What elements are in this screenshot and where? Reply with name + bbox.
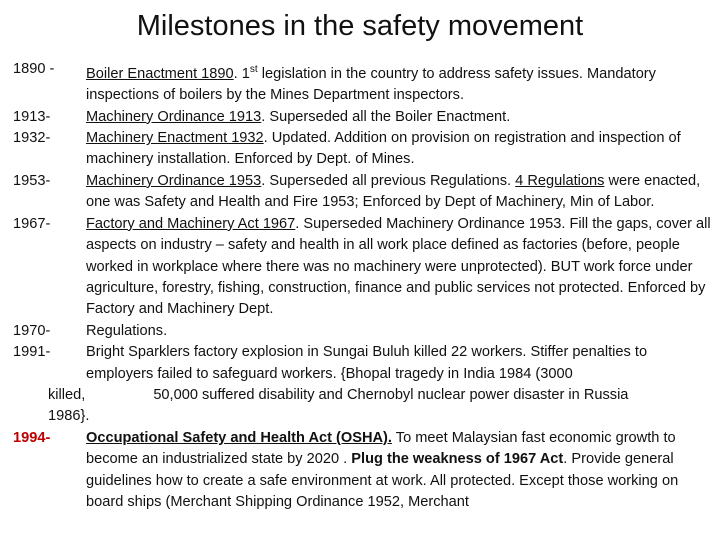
milestone-text (86, 107, 713, 128)
milestone-link[interactable]: Machinery Enactment 1932 (86, 130, 264, 147)
milestone-entry (13, 428, 713, 514)
milestone-link[interactable]: Factory and Machinery Act 1967 (86, 215, 296, 232)
milestone-text (86, 59, 713, 107)
milestone-desc: To meet Malaysian fast economic growth to become an industrialized state by 2020 . (86, 429, 676, 468)
milestone-entry (13, 342, 713, 428)
milestone-emphasis: Plug the weakness of 1967 Act (351, 451, 564, 468)
milestone-desc: . Superseded Machinery Ordinance 1953. Fill the gaps, cover all aspects on industry – safety and health in all work place defined as factories (before, people worked in workplace where there was no machinery were unprotected). BUT work force under agriculture, forestry, fishing, construction, finance and public services not protected. Enforced by Factory and Machinery Dept. (86, 215, 711, 318)
milestone-desc: . 1 (233, 65, 250, 82)
milestone-entry (13, 59, 713, 107)
ordinal-suffix: st (249, 64, 258, 75)
milestone-text: Regulations. (86, 322, 168, 339)
milestone-text (86, 128, 713, 171)
milestones-list (13, 59, 713, 513)
milestone-entry (13, 128, 713, 171)
milestone-link[interactable]: 4 Regulations (515, 172, 605, 189)
milestone-continuation: 1986}. (48, 408, 90, 425)
milestone-link[interactable]: Machinery Ordinance 1953 (86, 172, 262, 189)
milestone-entry (13, 107, 713, 128)
page-title: Milestones in the safety movement (136, 10, 584, 42)
milestone-desc: . Provide general guidelines how to create a safe environment at work. All protected. Except those working on board ships (Merchant Shipping Ordinance 1952, Merchant (86, 451, 679, 510)
milestone-year: 1913- (13, 108, 51, 125)
milestone-link[interactable]: Occupational Safety and Health Act (OSHA). (86, 429, 392, 446)
milestone-year: 1994- (13, 429, 51, 446)
milestone-year: 1967- (13, 215, 51, 232)
milestone-link[interactable]: Machinery Ordinance 1913 (86, 108, 262, 125)
milestone-year: 1991- (13, 344, 51, 361)
milestone-desc: killed, (48, 386, 86, 403)
milestone-desc: . Superseded all the Boiler Enactment. (261, 108, 511, 125)
milestone-entry (13, 321, 713, 342)
milestone-year: 1953- (13, 172, 51, 189)
milestone-desc: were enacted, one was Safety and Health and Fire 1953; Enforced by Dept of Machinery, Min of Labor. (86, 172, 701, 211)
milestone-desc: . Updated. Addition on provision on registration and inspection of machinery installation. Enforced by Dept. of Mines. (86, 130, 681, 168)
milestone-desc: legislation in the country to address safety issues. Mandatory inspections of boilers by the Mines Department inspectors. (86, 65, 656, 104)
milestone-desc: . Superseded all previous Regulations. (261, 172, 516, 189)
milestone-continuation (48, 385, 713, 406)
milestone-year: 1932- (13, 130, 51, 147)
milestone-text (86, 428, 713, 514)
milestone-desc: 50,000 suffered disability and Chernobyl nuclear power disaster in Russia (153, 386, 629, 403)
milestone-text: Bright Sparklers factory explosion in Sungai Buluh killed 22 workers. Stiffer penalties to employers failed to safeguard workers. {Bhopal tragedy in India 1984 (3000 (86, 344, 648, 382)
milestone-text (86, 214, 713, 321)
milestone-text (86, 171, 713, 214)
milestone-year: 1970- (13, 322, 51, 339)
milestone-entry (13, 171, 713, 214)
milestone-entry (13, 214, 713, 321)
milestone-year: 1890 - (13, 61, 55, 77)
milestone-link[interactable]: Boiler Enactment 1890 (86, 65, 234, 82)
